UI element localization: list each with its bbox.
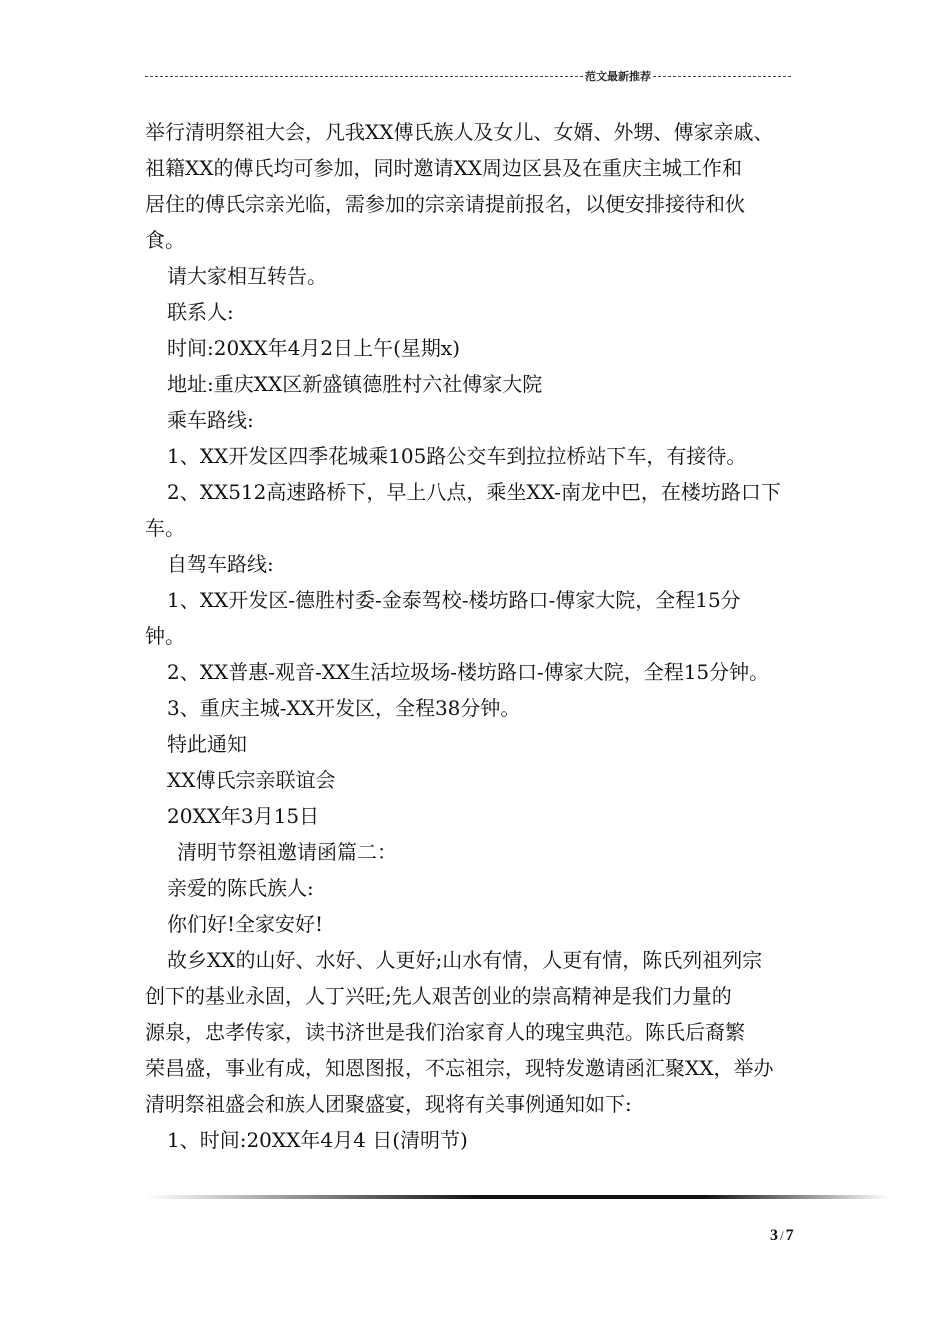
header-dash-right: [653, 76, 791, 77]
header-title: 范文最新推荐: [585, 71, 651, 83]
text-line: 钟。: [145, 624, 185, 648]
text-line: 举行清明祭祖大会，凡我XX傅氏族人及女儿、女婿、外甥、傅家亲戚、: [145, 120, 774, 144]
text-line: 3、重庆主城-XX开发区，全程38分钟。: [167, 696, 521, 720]
text-line: 1、时间:20XX年4月4 日(清明节): [167, 1128, 468, 1152]
text-line: 时间:20XX年4月2日上午(星期x): [167, 336, 460, 360]
document-body: [145, 114, 825, 1158]
text-line: 地址:重庆XX区新盛镇德胜村六社傅家大院: [167, 372, 543, 396]
current-page: 3: [770, 1227, 778, 1244]
text-line: 车。: [145, 516, 185, 540]
page-separator: /: [780, 1228, 784, 1243]
page-header: [145, 66, 791, 86]
text-line: 自驾车路线:: [167, 552, 274, 576]
text-line: 20XX年3月15日: [167, 804, 320, 828]
footer-rule: [145, 1195, 890, 1199]
text-line: 清明祭祖盛会和族人团聚盛宴，现将有关事例通知如下:: [145, 1092, 632, 1116]
text-line: 荣昌盛，事业有成，知恩图报，不忘祖宗，现特发邀请函汇聚XX，举办: [145, 1056, 774, 1080]
section-heading: 清明节祭祖邀请函篇二：: [177, 840, 397, 864]
text-line: 特此通知: [167, 732, 247, 756]
text-line: 祖籍XX的傅氏均可参加，同时邀请XX周边区县及在重庆主城工作和: [145, 156, 742, 180]
text-line: 亲爱的陈氏族人:: [167, 876, 314, 900]
text-line: 1、XX开发区四季花城乘105路公交车到拉拉桥站下车，有接待。: [167, 444, 747, 468]
text-line: 你们好!全家安好!: [167, 912, 324, 936]
text-line: 食。: [145, 228, 185, 252]
text-line: 创下的基业永固，人丁兴旺;先人艰苦创业的崇高精神是我们力量的: [145, 984, 732, 1008]
total-pages: 7: [785, 1227, 794, 1244]
text-line: 1、XX开发区-德胜村委-金泰驾校-楼坊路口-傅家大院，全程15分: [167, 588, 741, 612]
text-line: 联系人:: [167, 300, 234, 324]
text-line: 居住的傅氏宗亲光临，需参加的宗亲请提前报名，以便安排接待和伙: [145, 192, 745, 216]
text-line: 源泉，忠孝传家，读书济世是我们治家育人的瑰宝典范。陈氏后裔繁: [145, 1020, 745, 1044]
text-line: 2、XX512高速路桥下，早上八点，乘坐XX-南龙中巴，在楼坊路口下: [167, 480, 781, 504]
text-line: 乘车路线:: [167, 408, 254, 432]
page-number: [770, 1227, 794, 1245]
header-dash-left: [145, 76, 583, 77]
text-line: 2、XX普惠-观音-XX生活垃圾场-楼坊路口-傅家大院，全程15分钟。: [167, 660, 770, 684]
text-line: 故乡XX的山好、水好、人更好;山水有情，人更有情，陈氏列祖列宗: [167, 948, 763, 972]
text-line: 请大家相互转告。: [167, 264, 327, 288]
text-line: XX傅氏宗亲联谊会: [167, 768, 336, 792]
